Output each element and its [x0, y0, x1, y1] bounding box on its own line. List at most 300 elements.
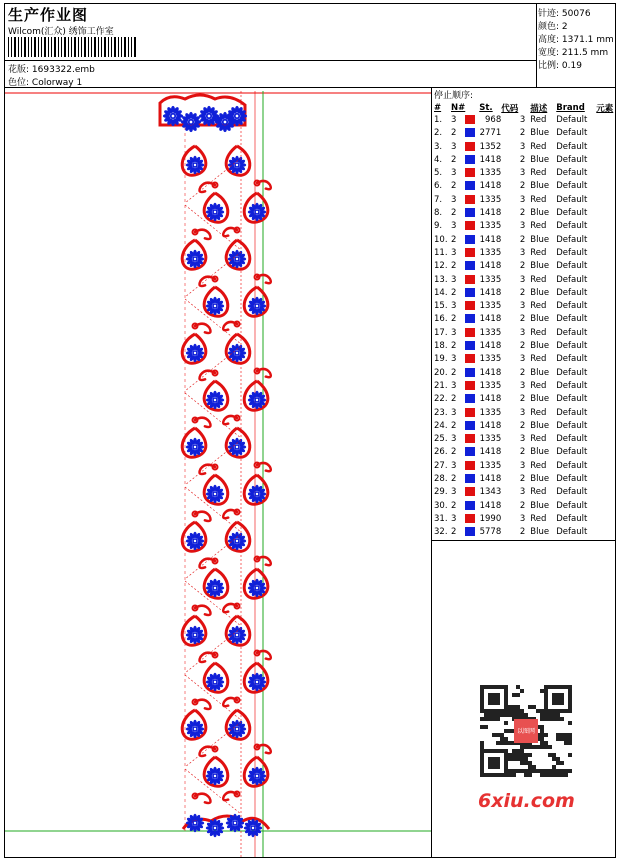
row-description: Red	[530, 115, 547, 125]
row-index: 8.	[434, 208, 443, 219]
row-index: 22.	[434, 394, 448, 405]
row-description: Blue	[530, 474, 550, 485]
row-index: 27.	[434, 460, 448, 471]
color-swatch	[465, 408, 475, 417]
row-stitches: 1418	[479, 341, 502, 352]
row-index: 32.	[434, 527, 448, 538]
row-code: 2	[519, 181, 526, 192]
stop-sequence-title: 停止顺序:	[434, 91, 474, 101]
row-index: 26.	[434, 447, 448, 458]
row-brand: Default	[556, 234, 588, 245]
row-description: Red	[530, 301, 547, 312]
row-code: 2	[519, 314, 526, 325]
row-needle: 2	[451, 341, 457, 352]
col-code: 代码	[501, 103, 519, 114]
row-index: 12.	[434, 261, 448, 272]
design-file-value: 1693322.emb	[31, 65, 95, 75]
color-swatch	[465, 447, 475, 456]
row-needle: 2	[451, 154, 457, 165]
row-brand: Default	[556, 447, 588, 458]
row-stitches: 2771	[479, 128, 502, 139]
row-code: 3	[519, 434, 526, 445]
row-stitches: 1335	[479, 247, 502, 258]
design-file-label: 花版:	[8, 65, 30, 75]
row-needle: 2	[451, 234, 457, 245]
table-row	[432, 420, 613, 433]
table-row	[432, 500, 613, 513]
row-swatch	[465, 446, 479, 459]
colors-label: 颜色:	[538, 22, 560, 32]
row-code: 2	[519, 287, 526, 298]
color-swatch	[465, 461, 475, 470]
color-swatch	[465, 328, 475, 337]
row-swatch	[465, 207, 479, 220]
row-description: Blue	[530, 128, 550, 139]
row-needle: 2	[451, 128, 457, 139]
row-swatch	[465, 526, 479, 539]
color-swatch	[465, 235, 475, 244]
table-row	[432, 127, 613, 140]
row-swatch	[465, 500, 479, 513]
row-description: Red	[530, 380, 547, 391]
row-description: Red	[530, 434, 547, 445]
row-swatch	[465, 287, 479, 300]
row-swatch	[465, 154, 479, 167]
row-swatch	[465, 180, 479, 193]
row-code: 3	[519, 247, 526, 258]
row-index: 3.	[434, 141, 443, 152]
table-row	[432, 407, 613, 420]
row-index: 2.	[434, 128, 443, 139]
row-element	[596, 433, 613, 446]
color-swatch	[465, 354, 475, 363]
row-description: Red	[530, 327, 547, 338]
row-swatch	[465, 393, 479, 406]
stitches-label: 针迹:	[538, 9, 560, 19]
row-index: 29.	[434, 487, 448, 498]
row-element	[596, 446, 613, 459]
row-element	[596, 207, 613, 220]
row-code: 3	[519, 141, 526, 152]
col-brand: Brand	[556, 102, 585, 113]
table-row	[432, 247, 613, 260]
color-swatch	[465, 128, 475, 137]
stitches-row	[538, 6, 591, 19]
width-label: 宽度:	[538, 48, 560, 58]
row-brand: Default	[556, 367, 588, 378]
row-description: Red	[530, 460, 547, 471]
table-row	[432, 393, 613, 406]
table-row	[432, 141, 613, 154]
row-code: 3	[519, 460, 526, 471]
color-swatch	[465, 168, 475, 177]
colorway-row	[8, 75, 82, 88]
row-stitches: 968	[485, 115, 502, 125]
row-code: 3	[519, 301, 526, 312]
row-index: 21.	[434, 380, 448, 391]
row-code: 2	[519, 367, 526, 378]
table-row	[432, 380, 613, 393]
row-needle: 3	[451, 141, 457, 152]
row-code: 3	[519, 168, 526, 179]
row-stitches: 1418	[479, 208, 502, 219]
table-row	[432, 340, 613, 353]
row-code: 2	[519, 154, 526, 165]
row-element	[596, 180, 613, 193]
row-swatch	[465, 141, 479, 154]
row-swatch	[465, 127, 479, 140]
row-brand: Default	[556, 301, 588, 312]
row-brand: Default	[556, 380, 588, 391]
row-element	[596, 473, 613, 486]
row-stitches: 1335	[479, 434, 502, 445]
row-index: 19.	[434, 354, 448, 365]
row-stitches: 1418	[479, 314, 502, 325]
row-brand: Default	[556, 221, 588, 232]
row-brand: Default	[556, 513, 588, 524]
row-code: 2	[519, 500, 526, 511]
svg-text:以图网: 以图网	[516, 728, 536, 735]
scale-row	[538, 58, 582, 71]
row-brand: Default	[556, 115, 588, 125]
row-swatch	[465, 460, 479, 473]
row-needle: 3	[451, 434, 457, 445]
color-swatch	[465, 474, 475, 483]
row-element	[596, 154, 613, 167]
row-index: 20.	[434, 367, 448, 378]
row-needle: 3	[451, 487, 457, 498]
row-needle: 3	[451, 274, 457, 285]
row-code: 2	[519, 261, 526, 272]
row-stitches: 1352	[479, 141, 502, 152]
row-description: Blue	[530, 420, 550, 431]
row-needle: 3	[451, 327, 457, 338]
row-element	[596, 300, 613, 313]
table-row	[432, 327, 613, 340]
scale-value: 0.19	[561, 61, 582, 71]
color-swatch	[465, 181, 475, 190]
row-code: 3	[519, 327, 526, 338]
row-index: 4.	[434, 154, 443, 165]
row-index: 28.	[434, 474, 448, 485]
row-element	[596, 526, 613, 539]
row-swatch	[465, 194, 479, 207]
row-swatch	[465, 420, 479, 433]
row-brand: Default	[556, 247, 588, 258]
table-row	[432, 220, 613, 233]
row-element	[596, 194, 613, 207]
studio-name: Wilcom(汇众) 绣饰工作室	[8, 27, 114, 37]
row-swatch	[465, 433, 479, 446]
row-description: Blue	[530, 341, 550, 352]
row-element	[596, 353, 613, 366]
table-row	[432, 180, 613, 193]
row-description: Red	[530, 247, 547, 258]
col-swatch	[465, 101, 479, 114]
row-code: 2	[519, 128, 526, 139]
row-stitches: 1418	[479, 420, 502, 431]
col-description: 描述	[530, 103, 548, 114]
row-description: Red	[530, 487, 547, 498]
table-row	[432, 154, 613, 167]
table-row	[432, 367, 613, 380]
row-element	[596, 367, 613, 380]
color-swatch	[465, 487, 475, 496]
row-element	[596, 513, 613, 526]
row-stitches: 1418	[479, 287, 502, 298]
row-description: Blue	[530, 208, 550, 219]
height-label: 高度:	[538, 35, 560, 45]
row-needle: 3	[451, 221, 457, 232]
height-row	[538, 32, 614, 45]
row-needle: 2	[451, 287, 457, 298]
row-needle: 3	[451, 513, 457, 524]
table-row	[432, 526, 613, 539]
row-description: Blue	[530, 527, 550, 538]
row-brand: Default	[556, 287, 588, 298]
row-swatch	[465, 327, 479, 340]
row-needle: 2	[451, 261, 457, 272]
row-element	[596, 234, 613, 247]
row-description: Blue	[530, 181, 550, 192]
row-code: 3	[519, 274, 526, 285]
row-element	[596, 274, 613, 287]
color-swatch	[465, 314, 475, 323]
row-needle: 2	[451, 420, 457, 431]
row-index: 10.	[434, 234, 448, 245]
row-brand: Default	[556, 168, 588, 179]
row-swatch	[465, 234, 479, 247]
color-swatch	[465, 275, 475, 284]
row-stitches: 1418	[479, 500, 502, 511]
color-swatch	[465, 394, 475, 403]
row-stitches: 1343	[479, 487, 502, 498]
color-swatch	[465, 301, 475, 310]
row-stitches: 1335	[479, 460, 502, 471]
row-stitches: 1990	[479, 513, 502, 524]
row-index: 15.	[434, 301, 448, 312]
row-needle: 2	[451, 447, 457, 458]
row-code: 2	[519, 474, 526, 485]
colorway-label: 色位:	[8, 78, 30, 88]
table-row	[432, 194, 613, 207]
table-row	[432, 167, 613, 180]
row-code: 2	[519, 420, 526, 431]
colors-row	[538, 19, 568, 32]
row-needle: 2	[451, 181, 457, 192]
table-row	[432, 287, 613, 300]
row-stitches: 1335	[479, 407, 502, 418]
row-brand: Default	[556, 500, 588, 511]
row-needle: 2	[451, 367, 457, 378]
row-brand: Default	[556, 460, 588, 471]
row-stitches: 1418	[479, 447, 502, 458]
col-index: #	[434, 102, 442, 113]
table-bottom-divider	[431, 540, 616, 541]
table-row	[432, 473, 613, 486]
row-swatch	[465, 407, 479, 420]
row-brand: Default	[556, 154, 588, 165]
row-description: Blue	[530, 314, 550, 325]
embroidery-design-preview	[5, 91, 431, 857]
row-brand: Default	[556, 354, 588, 365]
row-needle: 3	[451, 407, 457, 418]
row-description: Red	[530, 221, 547, 232]
row-stitches: 1335	[479, 354, 502, 365]
color-swatch	[465, 341, 475, 350]
row-description: Blue	[530, 154, 550, 165]
row-element	[596, 167, 613, 180]
row-stitches: 1335	[479, 221, 502, 232]
height-value: 1371.1 mm	[561, 35, 614, 45]
row-code: 3	[519, 513, 526, 524]
table-row	[432, 460, 613, 473]
row-brand: Default	[556, 487, 588, 498]
row-element	[596, 287, 613, 300]
row-stitches: 1335	[479, 327, 502, 338]
color-swatch	[465, 368, 475, 377]
row-element	[596, 114, 613, 127]
row-swatch	[465, 486, 479, 499]
scale-label: 比例:	[538, 61, 560, 71]
row-element	[596, 313, 613, 326]
row-swatch	[465, 513, 479, 526]
row-code: 2	[519, 341, 526, 352]
row-description: Blue	[530, 367, 550, 378]
table-row	[432, 486, 613, 499]
row-stitches: 5778	[479, 527, 502, 538]
color-swatch	[465, 142, 475, 151]
row-brand: Default	[556, 181, 588, 192]
row-element	[596, 327, 613, 340]
stop-sequence-table	[432, 101, 613, 540]
row-brand: Default	[556, 527, 588, 538]
row-element	[596, 247, 613, 260]
row-brand: Default	[556, 261, 588, 272]
width-row	[538, 45, 608, 58]
row-brand: Default	[556, 407, 588, 418]
table-row	[432, 446, 613, 459]
page-title: 生产作业图	[8, 6, 89, 24]
row-stitches: 1418	[479, 154, 502, 165]
row-stitches: 1418	[479, 234, 502, 245]
row-brand: Default	[556, 128, 588, 139]
row-index: 7.	[434, 194, 443, 205]
row-description: Blue	[530, 500, 550, 511]
row-swatch	[465, 353, 479, 366]
col-element: 元素	[596, 103, 614, 114]
table-row	[432, 300, 613, 313]
qr-code-icon	[470, 680, 586, 780]
row-element	[596, 220, 613, 233]
row-description: Blue	[530, 447, 550, 458]
color-swatch	[465, 501, 475, 510]
row-element	[596, 393, 613, 406]
row-code: 2	[519, 234, 526, 245]
row-stitches: 1335	[479, 274, 502, 285]
color-swatch	[465, 248, 475, 257]
row-brand: Default	[556, 194, 588, 205]
row-index: 17.	[434, 327, 448, 338]
info-divider	[536, 3, 537, 87]
row-index: 16.	[434, 314, 448, 325]
row-description: Blue	[530, 287, 550, 298]
col-needle: N#	[451, 102, 466, 113]
row-stitches: 1418	[479, 181, 502, 192]
row-brand: Default	[556, 341, 588, 352]
row-stitches: 1418	[479, 261, 502, 272]
row-index: 1.	[434, 115, 443, 125]
color-swatch	[465, 514, 475, 523]
row-element	[596, 420, 613, 433]
row-code: 2	[519, 527, 526, 538]
row-code: 3	[519, 354, 526, 365]
table-row	[432, 433, 613, 446]
row-swatch	[465, 313, 479, 326]
color-swatch	[465, 421, 475, 430]
table-row	[432, 234, 613, 247]
table-row	[432, 207, 613, 220]
row-index: 9.	[434, 221, 443, 232]
row-code: 3	[519, 115, 526, 125]
row-description: Red	[530, 194, 547, 205]
row-code: 3	[519, 487, 526, 498]
site-logo: 6xiu.com	[478, 790, 575, 812]
table-row	[432, 260, 613, 273]
row-swatch	[465, 167, 479, 180]
row-index: 30.	[434, 500, 448, 511]
row-needle: 3	[451, 301, 457, 312]
table-row	[432, 114, 613, 127]
row-element	[596, 141, 613, 154]
row-element	[596, 486, 613, 499]
row-swatch	[465, 300, 479, 313]
row-description: Red	[530, 141, 547, 152]
row-brand: Default	[556, 141, 588, 152]
table-row	[432, 313, 613, 326]
row-needle: 3	[451, 194, 457, 205]
color-swatch	[465, 261, 475, 270]
table-header-row	[432, 101, 613, 114]
color-swatch	[465, 381, 475, 390]
row-element	[596, 380, 613, 393]
row-index: 31.	[434, 513, 448, 524]
row-swatch	[465, 114, 479, 127]
row-description: Red	[530, 513, 547, 524]
row-code: 2	[519, 208, 526, 219]
row-stitches: 1335	[479, 194, 502, 205]
row-element	[596, 500, 613, 513]
design-file-row	[8, 62, 95, 75]
row-index: 11.	[434, 247, 448, 258]
row-index: 13.	[434, 274, 448, 285]
row-needle: 2	[451, 314, 457, 325]
row-needle: 3	[451, 115, 457, 125]
table-row	[432, 353, 613, 366]
row-description: Blue	[530, 234, 550, 245]
row-swatch	[465, 473, 479, 486]
width-value: 211.5 mm	[561, 48, 609, 58]
row-swatch	[465, 220, 479, 233]
row-brand: Default	[556, 208, 588, 219]
row-element	[596, 460, 613, 473]
row-brand: Default	[556, 314, 588, 325]
color-swatch	[465, 195, 475, 204]
row-brand: Default	[556, 394, 588, 405]
row-index: 14.	[434, 287, 448, 298]
colorway-value: Colorway 1	[31, 78, 83, 88]
row-needle: 2	[451, 474, 457, 485]
